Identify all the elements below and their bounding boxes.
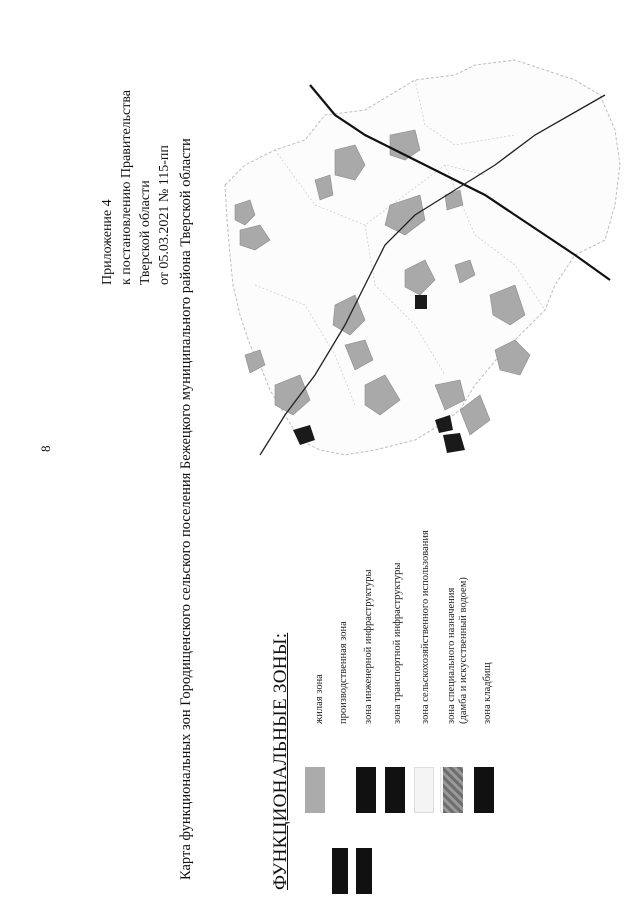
functional-zones-map (215, 55, 635, 465)
legend-heading: ФУНКЦИОНАЛЬНЫЕ ЗОНЫ: (270, 632, 291, 890)
legend-swatch-cemetery (474, 767, 494, 813)
legend-swatch-engineering (385, 767, 405, 813)
legend-extra-swatch (356, 848, 372, 894)
appendix-header (98, 90, 174, 285)
legend-label: зона инженерной инфраструктуры (363, 569, 374, 724)
legend-label-line: (дамба и искусственный водоем) (458, 577, 469, 724)
legend-label: производственная зона (338, 621, 349, 724)
legend-swatch-transport (414, 767, 434, 813)
legend-swatch-residential (305, 767, 325, 813)
legend-label: жилая зона (314, 674, 325, 724)
legend-swatch-industrial (356, 767, 376, 813)
appendix-line: Тверской области (138, 180, 153, 285)
appendix-line: от 05.03.2021 № 115-пп (157, 145, 172, 285)
legend-label: зона транспортной инфраструктуры (392, 562, 403, 724)
legend-label: зона кладбищ (482, 662, 493, 724)
legend-label-line: зона специального назначения (446, 587, 457, 724)
legend-label: зона сельскохозяйственного использования (420, 530, 431, 724)
legend-swatch-special (443, 767, 463, 813)
map-title: Карта функциональных зон Городищенского сельского поселения Бежецкого муниципального района Тверской области (178, 138, 194, 880)
legend-label (446, 577, 470, 724)
appendix-line: Приложение 4 (100, 199, 115, 285)
page-number: 8 (38, 445, 53, 452)
legend-extra-swatch (332, 848, 348, 894)
appendix-line: к постановлению Правительства (119, 89, 134, 285)
